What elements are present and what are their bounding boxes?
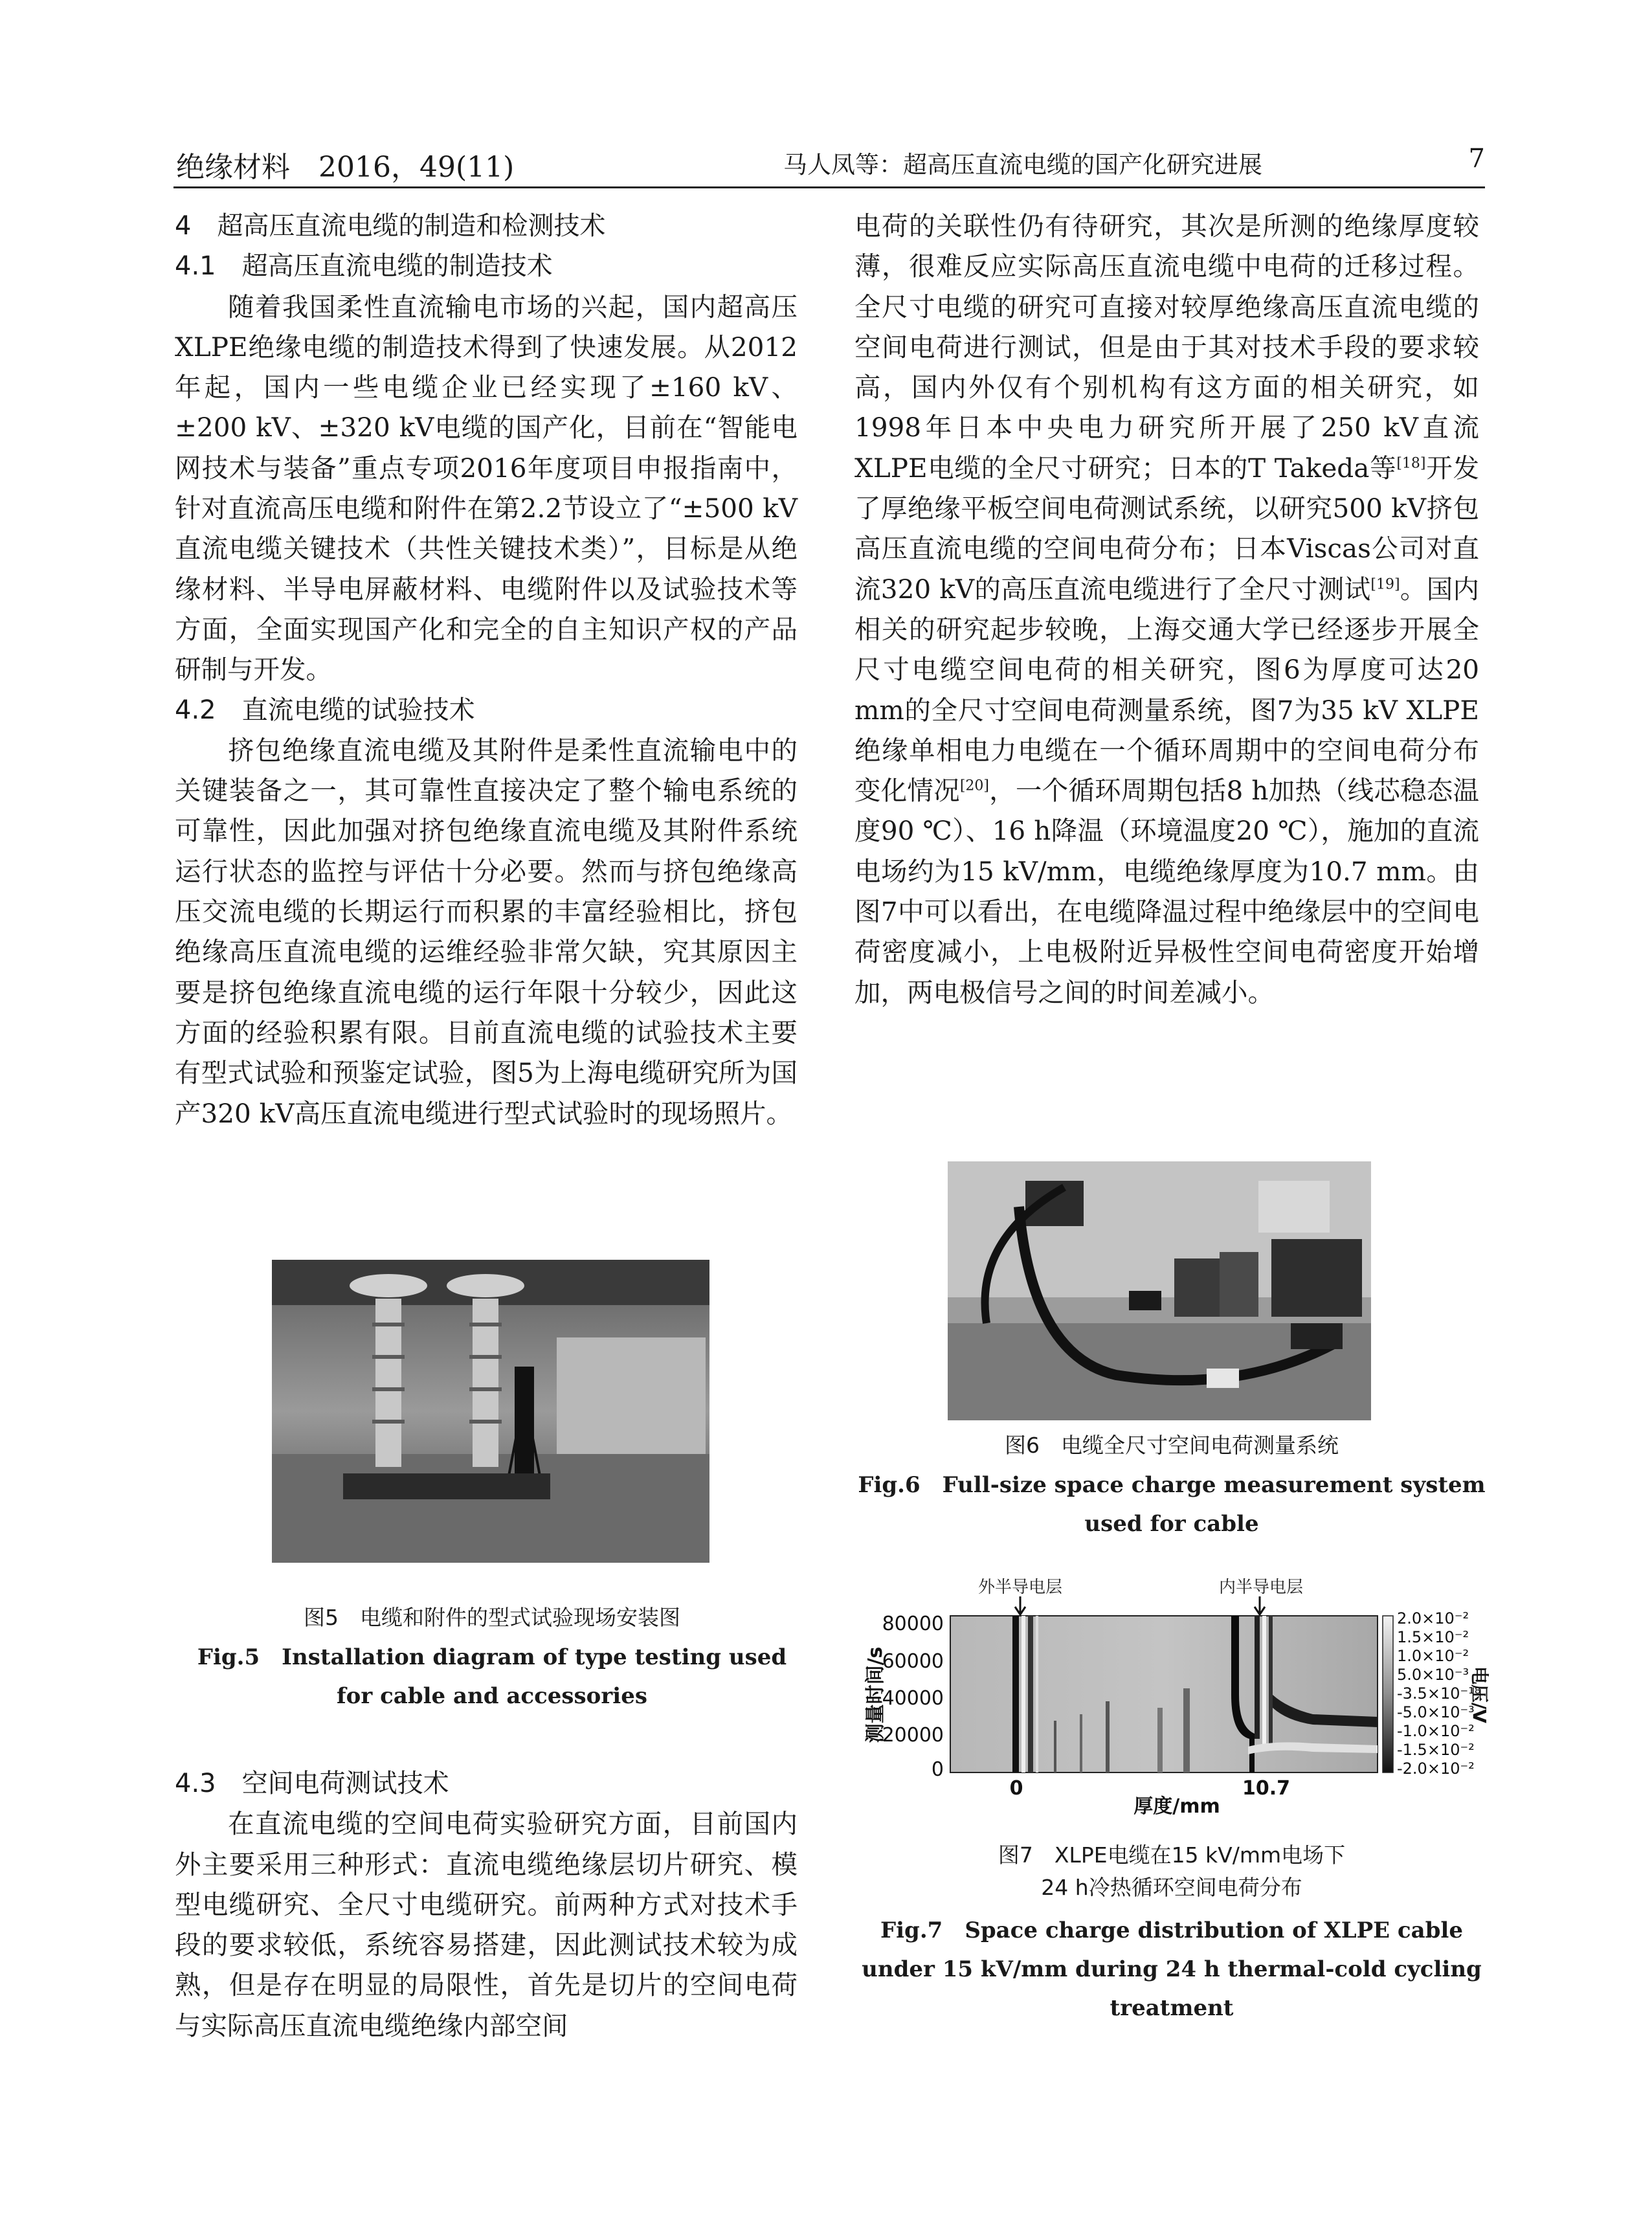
- y-tick-0: 0: [931, 1758, 944, 1781]
- fig6-caption-en: Fig.6 Full-size space charge measurement system used for cable: [858, 1472, 1486, 1537]
- cbar-tick-6: -5.0×10⁻³: [1397, 1703, 1475, 1721]
- fig7-caption-en: Fig.7 Space charge distribution of XLPE cable under 15 kV/mm during 24 h thermal-cold cycling treatment: [862, 1918, 1482, 2021]
- ref-20[interactable]: [20]: [959, 777, 989, 794]
- cbar-tick-7: -1.0×10⁻²: [1397, 1722, 1475, 1740]
- annotation-outer-semicon: 外半导电层: [977, 1578, 1063, 1597]
- section-4-3-title: 4.3 空间电荷测试技术: [175, 1769, 449, 1798]
- page-number: 7: [1468, 144, 1485, 173]
- journal-info: 绝缘材料 2016，49(11): [176, 151, 515, 184]
- x-axis-label: 厚度/mm: [1133, 1795, 1220, 1818]
- colorbar-label: 电压/V: [1469, 1666, 1490, 1723]
- running-title: 马人凤等：超高压直流电缆的国产化研究进展: [783, 151, 1262, 179]
- x-tick-10-7: 10.7: [1242, 1777, 1291, 1800]
- y-tick-20000: 20000: [882, 1724, 944, 1747]
- section-4-title: 4 超高压直流电缆的制造和检测技术: [175, 211, 606, 241]
- ref-19[interactable]: [19]: [1370, 576, 1400, 593]
- section-4-3-paragraph: 在直流电缆的空间电荷实验研究方面，目前国内外主要采用三种形式：直流电缆绝缘层切片研究、模型电缆研究、全尺寸电缆研究。前两种方式对技术手段的要求较低，系统容易搭建，因此测试技术较为成熟，但是存在明显的局限性，首先是切片的空间电荷与实际高压直流电缆绝缘内部空间: [175, 1808, 798, 2041]
- colorbar: [1383, 1616, 1393, 1772]
- section-4-1-title: 4.1 超高压直流电缆的制造技术: [175, 251, 553, 282]
- fig5-caption-en: Fig.5 Installation diagram of type testing used for cable and accessories: [197, 1644, 787, 1709]
- fig6-caption-cn: 图6 电缆全尺寸空间电荷测量系统: [1005, 1433, 1339, 1458]
- cbar-tick-1: 2.0×10⁻²: [1397, 1609, 1469, 1627]
- arrow-inner: [1255, 1596, 1265, 1615]
- section-4-3: [175, 1763, 798, 2046]
- colorbar-ticks: [1397, 1609, 1480, 1778]
- left-column: [175, 206, 798, 1134]
- x-tick-0: 0: [1009, 1777, 1023, 1800]
- right-text-a: 电荷的关联性仍有待研究，其次是所测的绝缘厚度较薄，很难反应实际高压直流电缆中电荷的迁移过程。全尺寸电缆的研究可直接对较厚绝缘高压直流电缆的空间电荷进行测试，但是由于其对技术手段的要求较高，国内外仅有个别机构有这方面的相关研究，如1998年日本中央电力研究所开展了250 kV直流XLPE电缆的全尺寸研究；日本的T Takeda等: [854, 210, 1479, 484]
- fig7-heatmap: [860, 1578, 1490, 1818]
- fig5-caption-cn: 图5 电缆和附件的型式试验现场安装图: [304, 1605, 680, 1630]
- arrow-outer: [1015, 1596, 1025, 1615]
- annotation-inner-semicon: 内半导电层: [1218, 1578, 1304, 1597]
- ref-18[interactable]: [18]: [1396, 455, 1426, 472]
- y-tick-80000: 80000: [882, 1613, 944, 1635]
- right-paragraph: [854, 206, 1479, 1012]
- right-text-c: 。国内相关的研究起步较晚，上海交通大学已经逐步开展全尺寸电缆空间电荷的相关研究，图6为厚度可达20 mm的全尺寸空间电荷测量系统，图7为35 kV XLPE绝缘单相电力电缆在一个循环周期中的空间电荷分布变化情况: [854, 573, 1480, 807]
- y-ticks: [882, 1613, 944, 1781]
- cbar-tick-2: 1.5×10⁻²: [1397, 1628, 1469, 1646]
- right-column: [854, 206, 1479, 1012]
- cbar-tick-5: -3.5×10⁻¹⁸: [1397, 1684, 1481, 1703]
- cbar-tick-8: -1.5×10⁻²: [1397, 1741, 1475, 1759]
- section-4-2-title: 4.2 直流电缆的试验技术: [175, 695, 475, 725]
- y-tick-40000: 40000: [882, 1687, 944, 1710]
- section-4-1-paragraph: 随着我国柔性直流输电市场的兴起，国内超高压XLPE绝缘电缆的制造技术得到了快速发展。从2012年起，国内一些电缆企业已经实现了±160 kV、±200 kV、±320 kV电缆的国产化，目前在“智能电网技术与装备”重点专项2016年度项目申报指南中，针对直流高压电缆和附件在第2.2节设立了“±500 kV直流电缆关键技术（共性关键技术类）”，目标是从绝缘材料、半导电屏蔽材料、电缆附件以及试验技术等方面，全面实现国产化和完全的自主知识产权的产品研制与开发。: [175, 291, 798, 686]
- y-axis-label: 测量时间/s: [864, 1646, 887, 1743]
- fig6-photo: [948, 1161, 1371, 1420]
- cbar-tick-3: 1.0×10⁻²: [1397, 1647, 1469, 1665]
- header-rule: [173, 186, 1485, 188]
- fig5-photo: [272, 1260, 709, 1563]
- cbar-tick-4: 5.0×10⁻³: [1397, 1666, 1469, 1684]
- y-tick-60000: 60000: [882, 1650, 944, 1673]
- cbar-tick-9: -2.0×10⁻²: [1397, 1760, 1475, 1778]
- section-4-2-paragraph: 挤包绝缘直流电缆及其附件是柔性直流输电中的关键装备之一，其可靠性直接决定了整个输电系统的可靠性，因此加强对挤包绝缘直流电缆及其附件系统运行状态的监控与评估十分必要。然而与挤包绝缘高压交流电缆的长期运行而积累的丰富经验相比，挤包绝缘高压直流电缆的运维经验非常欠缺，究其原因主要是挤包绝缘直流电缆的运行年限十分较少，因此这方面的经验积累有限。目前直流电缆的试验技术主要有型式试验和预鉴定试验，图5为上海电缆研究所为国产320 kV高压直流电缆进行型式试验时的现场照片。: [175, 734, 798, 1129]
- right-text-d: ，一个循环周期包括8 h加热（线芯稳态温度90 ℃）、16 h降温（环境温度20 ℃），施加的直流电场约为15 kV/mm，电缆绝缘厚度为10.7 mm。由图7中可以看出，在电缆降温过程中绝缘层中的空间电荷密度减小，上电极附近异极性空间电荷密度开始增加，两电极信号之间的时间差减小。: [854, 775, 1480, 1008]
- fig7-caption-cn-line1: 图7 XLPE电缆在15 kV/mm电场下: [998, 1842, 1346, 1868]
- right-text-b: 开发了厚绝缘平板空间电荷测试系统，以研究500 kV挤包高压直流电缆的空间电荷分布；日本Viscas公司对直流320 kV的高压直流电缆进行了全尺寸测试: [854, 452, 1479, 605]
- fig7-caption-cn-line2: 24 h冷热循环空间电荷分布: [1041, 1875, 1302, 1900]
